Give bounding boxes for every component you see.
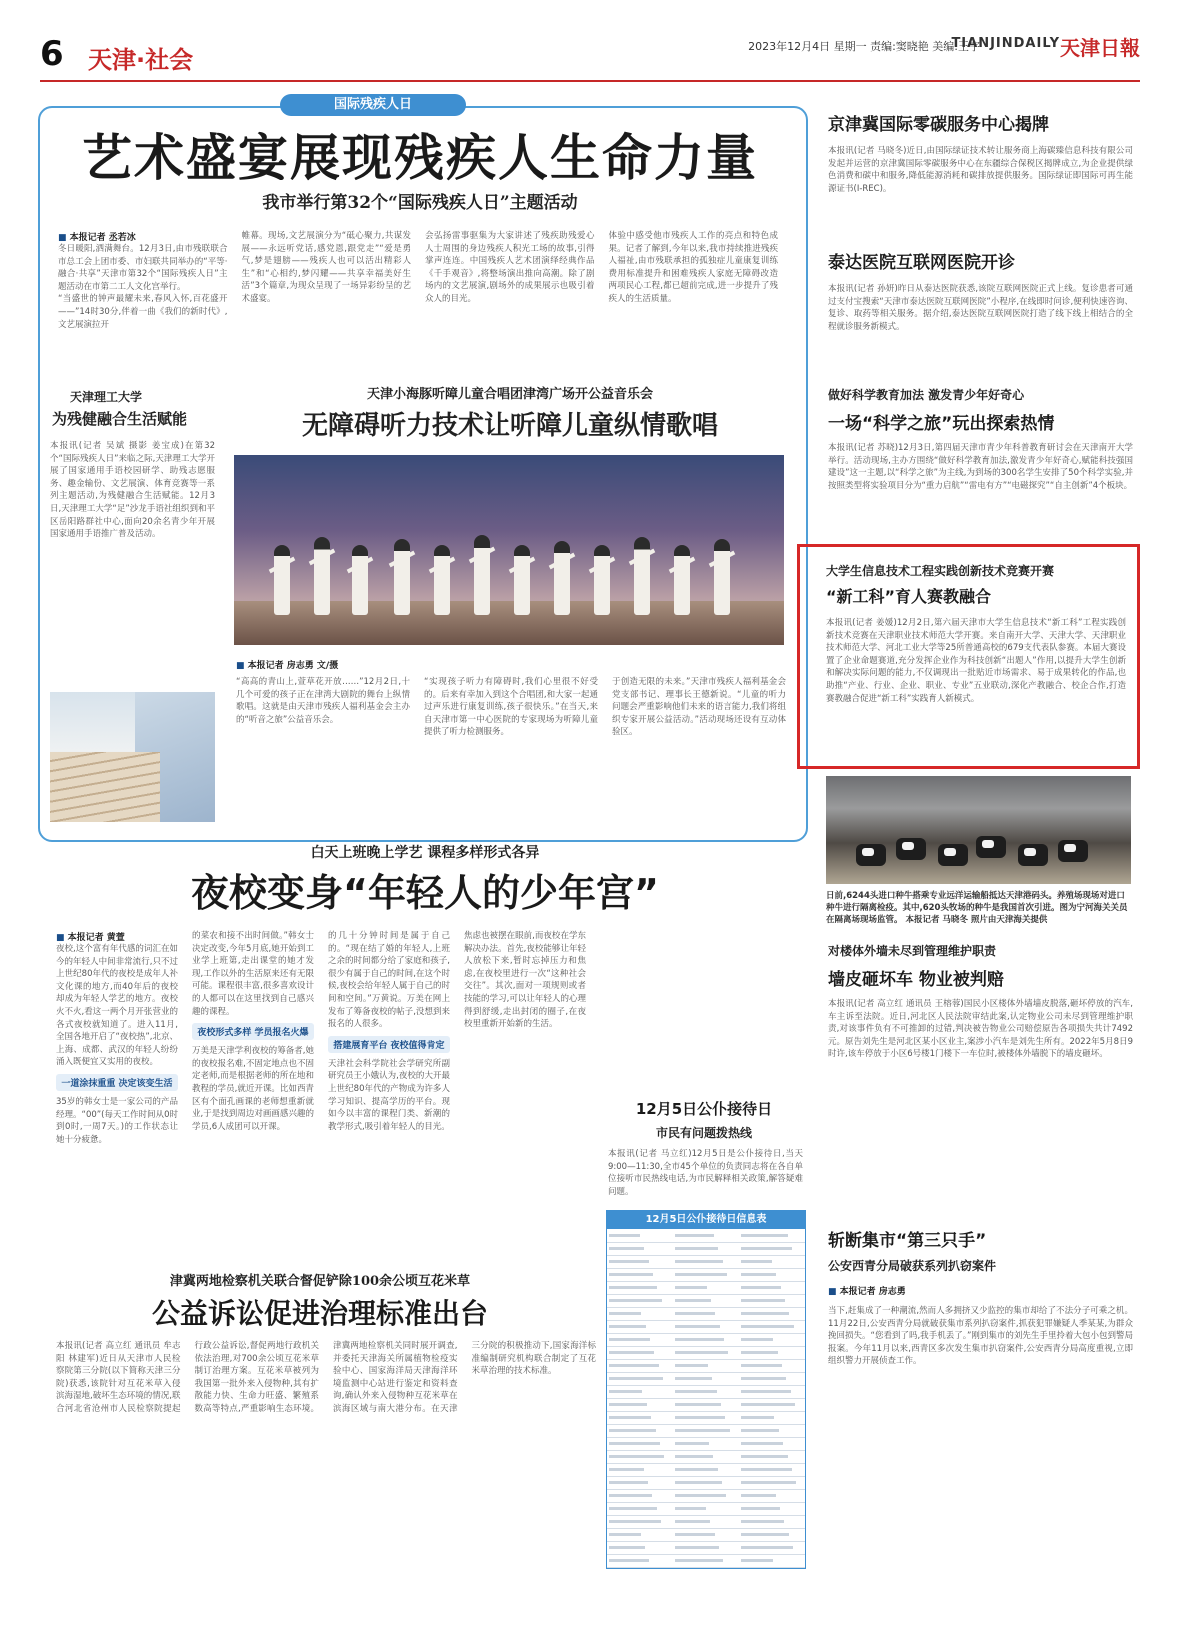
table-cell	[607, 1554, 673, 1567]
concert-col-3: 于创造无限的未来。”天津市残疾人福利基金会党支部书记、理事长王德新说。“儿童的听力问题会严重影响他们未来的语言能力,我们将组织专家开展公益活动。”活动现场还设有互动体验区。	[612, 677, 786, 738]
table-cell	[673, 1554, 739, 1567]
zero-carbon-article	[828, 110, 1133, 250]
table-row	[607, 1424, 805, 1437]
table-cell	[739, 1229, 805, 1242]
table-cell	[607, 1307, 673, 1320]
masthead	[40, 30, 1140, 82]
table-cell	[739, 1346, 805, 1359]
table-cell	[607, 1463, 673, 1476]
table-cell	[673, 1294, 739, 1307]
table-cell	[673, 1411, 739, 1424]
concert-kicker: 天津小海豚听障儿童合唱团津湾广场开公益音乐会	[366, 387, 653, 402]
table-cell	[739, 1411, 805, 1424]
table-cell	[673, 1385, 739, 1398]
table-row	[607, 1229, 805, 1242]
table-cell	[607, 1359, 673, 1372]
table-cell	[739, 1281, 805, 1294]
reception-article-body	[608, 1148, 803, 1206]
ns-col-2b: 万美是天津学利夜校的筹备者,她的夜校报名难,不固定地点也不固定老师,而是根据老师的所在地和教程的学员,就近开课。比如西青区有个面孔画课的老师想重新就业,于是找到周边对画画感兴趣的学员,6人成团可以开课。	[192, 1046, 314, 1132]
cattle-barn-photo	[826, 776, 1131, 884]
table-cell	[739, 1294, 805, 1307]
table-cell	[673, 1424, 739, 1437]
ns-col-3: 的几十分钟时间是属于自己的。“现在结了婚的年轻人,上班之余的时间都分给了家庭和孩子,很少有属于自己的时间,在这个时候,夜校会给年轻人属于自己的时间和空间。”万黄说。万美在网上发布了筹备夜校的帖子,没想到来报名的人很多。	[328, 931, 450, 1030]
table-cell	[673, 1476, 739, 1489]
lead-byline: ■ 本报记者 丞若冰	[58, 230, 228, 243]
public-interest-article-body	[56, 1340, 596, 1640]
concert-col-1: “高高的青山上,萱草花开放……”12月2日,十几个可爱的孩子正在津湾大剧院的舞台上纵情歌唱。这就是由天津市残疾人福利基金会主办的“听音之旅”公益音乐会。	[236, 677, 410, 725]
newspaper-logo: 天津日報	[1060, 36, 1140, 60]
section-name: 天津·社会	[88, 46, 194, 74]
building-kicker: 对楼体外墙未尽到管理维护职责	[828, 944, 997, 958]
table-row	[607, 1502, 805, 1515]
table-cell	[739, 1385, 805, 1398]
table-cell	[739, 1528, 805, 1541]
night-school-kicker: 白天上班晚上学艺 课程多样形式各异	[310, 845, 540, 861]
table-cell	[739, 1359, 805, 1372]
table-cell	[673, 1242, 739, 1255]
table-cell	[739, 1307, 805, 1320]
ns-col-1b: 35岁的韩女士是一家公司的产品经理。“00”(每天工作时间从0时到0时,一周7天。)的工作状态让她十分疲惫。	[56, 1096, 178, 1145]
table-cell	[607, 1320, 673, 1333]
ns-col-2: 的菜农和接不出时间做。”韩女士决定改变,今年5月底,她开始到工业学上班第,走出课堂的她才发现,工作以外的生活原来还有无限可能。课程很丰富,很多喜欢设计的人都可以在这里找到自己感兴趣的课程。	[192, 931, 314, 1017]
table-cell	[673, 1372, 739, 1385]
date-info: 2023年12月4日 星期一 责编:窦晓艳 美编:王宇	[748, 40, 980, 53]
lead-subheadline: 我市举行第32个“国际残疾人日”主题活动	[262, 193, 578, 213]
taida-headline[interactable]: 泰达医院互联网医院开诊	[828, 253, 1015, 273]
table-cell	[739, 1268, 805, 1281]
table-row	[607, 1528, 805, 1541]
table-row	[607, 1476, 805, 1489]
table-row	[607, 1294, 805, 1307]
table-cell	[673, 1281, 739, 1294]
table-cell	[739, 1554, 805, 1567]
ns-col-3b: 天津社会科学院社会学研究所副研究员王小娥认为,夜校的大开最上世纪80年代的产物成为许多人学习知识、提高学历的平台。现如今以丰富的课程门类、新潮的教学形式,吸引着年轻人的目光。	[328, 1058, 450, 1132]
engineering-body: 本报讯(记者 姜媛)12月2日,第六届天津市大学生信息技术“新工科”工程实践创新技术竞赛在天津职业技术师范大学开赛。来自南开大学、天津大学、天津职业技术师范大学、河北工业大学等25所普通高校的679支代表队参赛。本届大赛设置了企业命题赛道,充分发挥企业作为科技创新“出题人”作用,以提升大学生创新和解决实际问题的能力,不仅调现出一批贴近市场需求、易于成果转化的作品,也助推“产业、行业、企业、职业、专业”五业联动,深化产教融合、校企合作,打造赛教融合促进“新工科”实践育人新模式。	[826, 618, 1126, 704]
table-cell	[607, 1437, 673, 1450]
table-cell	[607, 1424, 673, 1437]
lead-tag: 国际残疾人日	[280, 94, 466, 116]
table-cell	[607, 1476, 673, 1489]
table-cell	[673, 1255, 739, 1268]
table-cell	[739, 1255, 805, 1268]
table-cell	[739, 1541, 805, 1554]
table-row	[607, 1307, 805, 1320]
concert-byline: ■ 本报记者 房志勇 文/摄	[236, 658, 338, 671]
table-cell	[673, 1359, 739, 1372]
brand-name: TIANJINDAILY	[951, 36, 1060, 51]
reception-table-grid	[607, 1229, 805, 1568]
table-cell	[673, 1229, 739, 1242]
table-cell	[673, 1320, 739, 1333]
table-cell	[607, 1515, 673, 1528]
table-row	[607, 1255, 805, 1268]
lead-col-1: 冬日暖阳,洒满舞台。12月3日,由市残联联合市总工会上团市委、市妇联共同举办的“平等·融合·共享”天津市第32个“国际残疾人日”主题活动在市第二工人文化宫举行。	[58, 244, 228, 292]
ns-subhead-2: 夜校形式多样 学员报名火爆	[192, 1023, 314, 1040]
public-interest-headline[interactable]: 公益诉讼促进治理标准出台	[151, 1297, 488, 1330]
table-cell	[673, 1541, 739, 1554]
table-cell	[739, 1424, 805, 1437]
table-row	[607, 1281, 805, 1294]
table-row	[607, 1320, 805, 1333]
lead-col-2: 帷幕。现场,文艺展演分为“砥心聚力,共谋发展——永远听党话,感党恩,跟党走”“爱是勇气,梦是翅膀——残疾人也可以活出精彩人生”和“心相约,梦闪耀——共享幸福美好生活”3个篇章,为现众呈现了一场异彩纷呈的艺术盛宴。	[241, 231, 411, 304]
reception-subheadline: 市民有问题拨热线	[655, 1126, 752, 1140]
table-cell	[607, 1346, 673, 1359]
table-row	[607, 1450, 805, 1463]
table-cell	[739, 1489, 805, 1502]
table-cell	[673, 1450, 739, 1463]
taida-body: 本报讯(记者 孙妍)昨日从泰达医院获悉,该院互联网医院正式上线。复诊患者可通过支付宝搜索“天津市泰达医院互联网医院”小程序,在线即时问诊,便利快速咨询、复诊、取药等相关服务。据介绍,泰达医院互联网医院打造了线下线上相结合的全程就诊服务新模式。	[828, 284, 1133, 332]
zero-carbon-body: 本报讯(记者 马晓冬)近日,由国际绿证技术转让服务商上海碳臻信息科技有限公司发起并运营的京津冀国际零碳服务中心在东疆综合保税区揭牌成立,为企业提供绿色消费和碳中和服务,降低能源消耗和碳排放提供服务。国际绿证即国际可再生能源证书(I-REC)。	[828, 146, 1133, 194]
table-cell	[739, 1437, 805, 1450]
night-school-byline: ■ 本报记者 黄萱	[56, 930, 178, 943]
engineering-headline[interactable]: “新工科”育人赛教融合	[826, 587, 992, 606]
table-row	[607, 1411, 805, 1424]
table-cell	[607, 1294, 673, 1307]
table-cell	[739, 1502, 805, 1515]
table-row	[607, 1463, 805, 1476]
night-school-headline[interactable]: 夜校变身“年轻人的少年宫”	[191, 871, 659, 915]
choir-performance-photo	[234, 455, 784, 645]
tju-headline[interactable]: 为残健融合生活赋能	[52, 410, 188, 428]
zero-carbon-headline[interactable]: 京津冀国际零碳服务中心揭牌	[828, 115, 1049, 135]
tju-mural-photo	[50, 692, 215, 822]
table-cell	[739, 1515, 805, 1528]
table-row	[607, 1437, 805, 1450]
table-cell	[607, 1268, 673, 1281]
table-cell	[739, 1450, 805, 1463]
ns-subhead-1: 一道涂抹重重 决定该变生活	[56, 1074, 178, 1091]
science-article	[828, 386, 1133, 542]
public-interest-kicker: 津冀两地检察机关联合督促铲除100余公顷互花米草	[169, 1274, 471, 1289]
table-cell	[607, 1255, 673, 1268]
engineering-kicker: 大学生信息技术工程实践创新技术竞赛开赛	[826, 564, 1055, 578]
public-interest-body: 本报讯(记者 高立红 通讯员 牟志阳 林建军)近日从天津市人民检察院第三分院(以下简称天津三分院)获悉,该院针对互花米草入侵滨海湿地,破坏生态环境的情况,联合河北省沧州市人民检察院提起行政公益诉讼,督促两地行政机关依法治理,对700余公顷互花米草制订治理方案。互花米草被列为我国第一批外来入侵物种,其有扩散能力快、生命力旺盛、繁殖系数高等特点,严重影响生态环境。津冀两地检察机关同时展开调查,并委托天津海关所属植物检疫实验中心、国家海洋局天津海洋环境监测中心站进行鉴定和资料查询,确认外来入侵物种互花米草在滨海区域与南大港分布。在天津三分院的积极推动下,国家海洋标准编制研究机构联合制定了互花米草治理的技术标准。	[56, 1341, 596, 1414]
stairs	[50, 752, 160, 822]
table-cell	[739, 1476, 805, 1489]
taida-article	[828, 248, 1133, 375]
table-row	[607, 1515, 805, 1528]
table-cell	[739, 1320, 805, 1333]
tju-kicker: 天津理工大学	[70, 390, 143, 404]
table-cell	[607, 1229, 673, 1242]
cattle-photo-caption: 日前,6244头进口种牛搭乘专业远洋运输船抵达天津港码头。养殖场现场对进口种牛进行隔离检疫。其中,620头牧场的种牛是我国首次引进。图为宁河海关关员在隔离场现场监管。 本报记者 马晓冬 照片由天津海关提供	[826, 891, 1128, 925]
table-cell	[673, 1463, 739, 1476]
science-body: 本报讯(记者 苏晓)12月3日,第四届天津市青少年科普教育研讨会在天津南开大学举行。活动现场,主办方围绕“做好科学教育加法,激发青少年好奇心,赋能科技强国建设”这一主题,以“科学之旅”为主线,为到场的300名学生安排了50个科学实验,并按照类型将实验项目分为“重力启航”“雷电有方”“电磁探究”“自主创新”4个板块。	[828, 443, 1133, 491]
building-article	[828, 942, 1133, 1258]
table-cell	[673, 1398, 739, 1411]
theft-subheadline: 公安西青分局破获系列扒窃案件	[828, 1259, 997, 1273]
tju-article-body	[50, 440, 215, 685]
table-row	[607, 1554, 805, 1567]
table-cell	[739, 1463, 805, 1476]
table-cell	[739, 1333, 805, 1346]
table-cell	[673, 1333, 739, 1346]
building-headline[interactable]: 墙皮砸坏车 物业被判赔	[828, 970, 1004, 990]
tju-body: 本报讯(记者 吴斌 摄影 姜宝成)在第32个“国际残疾人日”来临之际,天津理工大学开展了国家通用手语校园研学、助残志愿服务、趣金输份、文艺展演、体育竞赛等一系列主题活动,为残健融合生活赋能。12月3日,天津理工大学“足”沙龙手语社组织到和平区岳阳路群社中心,面向20余名青少年开展国家通用手语推广普及活动。	[50, 441, 215, 540]
table-row	[607, 1268, 805, 1281]
lead-headline[interactable]: 艺术盛宴展现残疾人生命力量	[82, 129, 758, 187]
table-cell	[673, 1268, 739, 1281]
table-cell	[673, 1489, 739, 1502]
table-cell	[607, 1333, 673, 1346]
page-number: 6	[40, 34, 64, 74]
table-cell	[607, 1411, 673, 1424]
table-cell	[673, 1515, 739, 1528]
theft-article	[828, 1226, 1133, 1615]
table-cell	[607, 1489, 673, 1502]
theft-byline: ■ 本报记者 房志勇	[828, 1284, 1133, 1297]
table-row	[607, 1541, 805, 1554]
table-row	[607, 1333, 805, 1346]
table-row	[607, 1489, 805, 1502]
concert-headline[interactable]: 无障碍听力技术让听障儿童纵情歌唱	[301, 411, 718, 441]
ns-subhead-3: 搭建展育平台 夜校值得肯定	[328, 1036, 450, 1053]
reception-table-title: 12月5日公仆接待日信息表	[607, 1211, 805, 1229]
night-school-body	[56, 930, 586, 1250]
table-row	[607, 1385, 805, 1398]
table-cell	[673, 1502, 739, 1515]
table-cell	[607, 1450, 673, 1463]
table-cell	[739, 1372, 805, 1385]
reception-body: 本报讯(记者 马立红)12月5日是公仆接待日,当天9:00—11:30,全市45个单位的负责同志将在各自单位接听市民热线电话,为市民解释相关政策,解答疑难问题。	[608, 1149, 803, 1197]
table-cell	[673, 1307, 739, 1320]
ns-col-1: 夜校,这个富有年代感的词汇在如今的年轻人中间非常流行,只不过上世纪80年代的夜校是成年人补文化课的地方,而40年后的夜校却成为年轻人学艺的地方。夜校火不火,看这一两个月开张营业的各式夜校就知道了。进入11月,全国各地开启了“夜校热”,北京、上海、成都、武汉的年轻人纷纷涌入既便宜又实用的夜校。	[56, 944, 179, 1068]
theft-headline[interactable]: 斩断集市“第三只手”	[828, 1231, 987, 1251]
table-cell	[673, 1528, 739, 1541]
science-kicker: 做好科学教育加法 激发青少年好奇心	[828, 388, 1025, 402]
table-cell	[673, 1437, 739, 1450]
ns-col-4: 焦虑也被摆在眼前,而夜校在学东解决办法。首先,夜校能够让年轻人放松下来,暂时忘掉压力和焦虑,在夜校里进行一次“这种社会交往”。其次,面对一项规则或者技能的学习,可以让年轻人的心理得到舒缓,走出封闭的圈子,在夜校里重新开始新的生活。	[464, 931, 586, 1030]
table-row	[607, 1346, 805, 1359]
table-cell	[739, 1398, 805, 1411]
table-row	[607, 1372, 805, 1385]
table-row	[607, 1242, 805, 1255]
lead-col-1b: “当盛世的钟声最耀未来,春风入怀,百花盛开——”14时30分,伴着一曲《我们的新时代》,文艺展演拉开	[58, 294, 228, 330]
lead-col-3: 会弘扬雷事驱集为大家讲述了残疾助残爱心人士周围的身边残疾人积光工场的故事,引得掌声连连。中国残疾人艺术团演绎经典作品《千手观音》,将整场演出推向高潮。除了剧场内的文艺展演,剧场外的成果展示也吸引着众人的目光。	[425, 231, 595, 304]
table-cell	[739, 1242, 805, 1255]
table-cell	[607, 1385, 673, 1398]
table-cell	[607, 1541, 673, 1554]
table-row	[607, 1398, 805, 1411]
table-row	[607, 1359, 805, 1372]
table-cell	[607, 1242, 673, 1255]
table-cell	[607, 1502, 673, 1515]
engineering-article-body	[826, 617, 1126, 762]
lead-article-body	[58, 230, 778, 370]
concert-col-2: “实现孩子听力有障碍时,我们心里很不好受的。后来有幸加入到这个合唱团,和大家一起通过声乐进行康复训练,孩子很快乐。”在当天,来自天津市第一中心医院的专家现场为听障儿童提供了听力检测服务。	[424, 677, 598, 738]
table-cell	[673, 1346, 739, 1359]
reception-info-table	[606, 1210, 806, 1569]
theft-body: 当下,赶集成了一种潮流,然而人多拥挤又少监控的集市却给了不法分子可乘之机。11月22日,公安西青分局就破获集市系列扒窃案件,抓获犯罪嫌疑人季某某,为群众挽回损失。“您看到了吗,我手机丢了。”刚到集市的刘先生手里拎着大包小包到警局报案。今年11月以来,西青区多次发生集市扒窃案件,公安西青分局高度重视,立即组织警力开展侦查工作。	[828, 1306, 1133, 1367]
science-headline[interactable]: 一场“科学之旅”玩出探索热情	[828, 414, 1055, 434]
building-body: 本报讯(记者 高立红 通讯员 王榕蓉)国民小区楼体外墙墙皮脱落,砸坏停放的汽车,车主诉至法院。近日,河北区人民法院审结此案,认定物业公司未尽到管理维护职责,对该事件负有不可推卸的过错,判决被告物业公司赔偿原告各项损失共计7492元。原告刘先生是河北区某小区业主,案涉小汽车是刘先生所有。2022年5月8日9时许,该车停放于小区6号楼1门楼下一车位时,被楼体外墙脱下的墙皮砸坏。	[828, 999, 1133, 1060]
reception-headline[interactable]: 12月5日公仆接待日	[635, 1100, 773, 1118]
lead-col-4: 体验中感受他市残疾人工作的亮点和特色成果。记者了解到,今年以来,我市持续推进残疾人福祉,由市残联承担的孤独症儿童康复训练费用标准提升和困难残疾人家庭无障碍改造两项民心工程,都已超前完成,进一步提升了残疾人的生活质量。	[608, 231, 778, 304]
table-cell	[607, 1372, 673, 1385]
concert-article-body	[236, 676, 786, 831]
table-cell	[607, 1528, 673, 1541]
table-cell	[607, 1398, 673, 1411]
table-cell	[607, 1281, 673, 1294]
